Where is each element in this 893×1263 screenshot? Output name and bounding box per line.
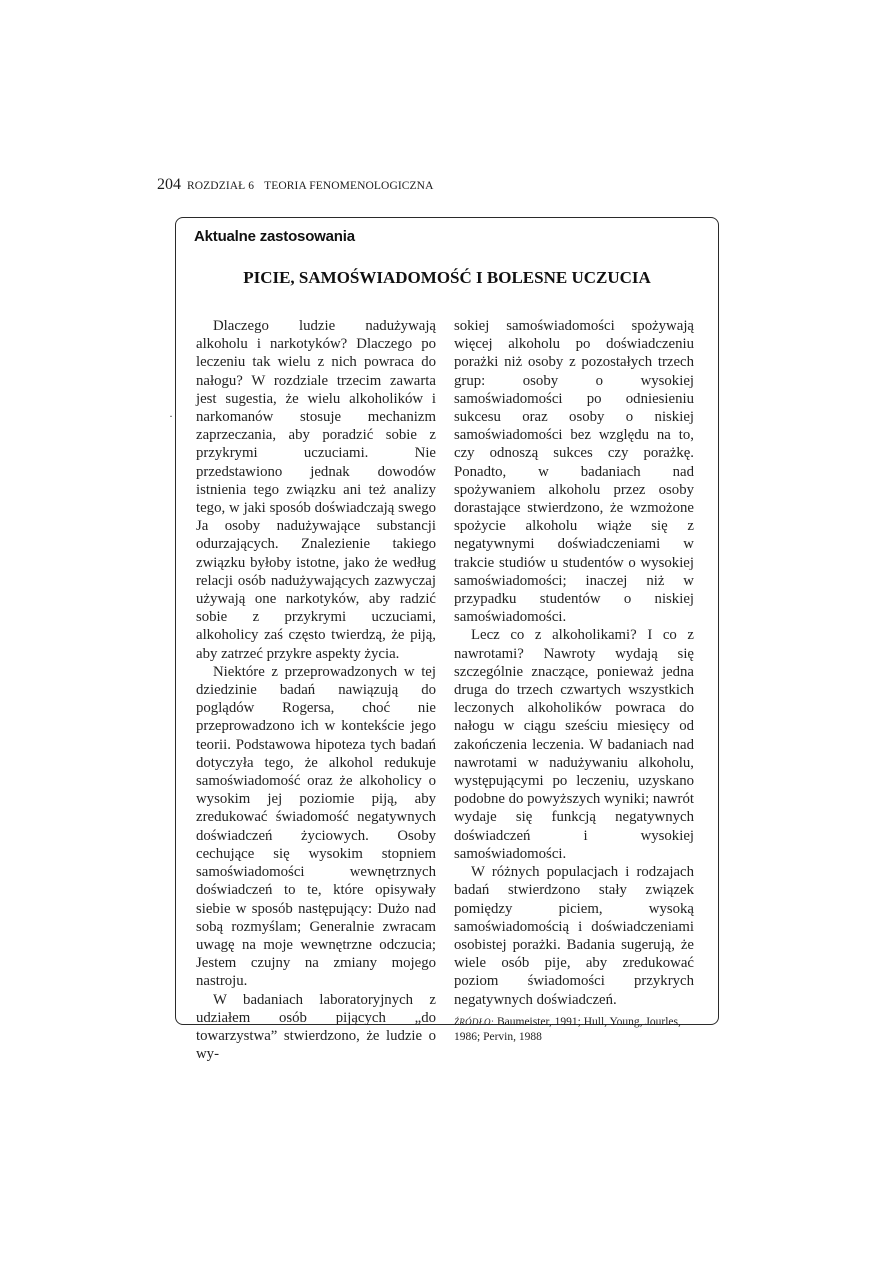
running-header (157, 176, 433, 194)
box-title: PICIE, SAMOŚWIADOMOŚĆ I BOLESNE UCZUCIA (243, 268, 651, 287)
paragraph: Lecz co z alkoholikami? I co z nawrotami? Nawroty wydają się szczególnie znaczące, ponieważ jedna druga do trzech czwartych wszystkich leczonych alkoholików powraca do nałogu w ciągu sześciu miesięcy od zakończenia leczenia. W badaniach nad nawrotami w nadużywaniu alkoholu, występującymi po leczeniu, uzyskano podobne do powyższych wyniki; nawrót wydaje się funkcją negatywnych doświadczeń i wysokiej samoświadomości. (454, 627, 694, 862)
left-column (196, 317, 436, 1063)
margin-mark: · (169, 409, 173, 423)
right-column (454, 317, 694, 1045)
source-text: Baumeister, 1991; Hull, Young, Jourles, 1986; Pervin, 1988 (454, 1015, 681, 1043)
sidebar-box (175, 217, 719, 1063)
page-number: 204 (157, 176, 181, 193)
chapter-title: TEORIA FENOMENOLOGICZNA (264, 180, 434, 192)
paragraph: sokiej samoświadomości spożywają więcej alkoholu po doświadczeniu porażki niż osoby z pozostałych trzech grup: osoby o wysokiej samoświadomości po odniesieniu sukcesu oraz osoby o niskiej samoświadomości bez względu na to, czy odnoszą sukces czy porażkę. Ponadto, w badaniach nad spożywaniem alkoholu przez osoby dorastające stwierdzono, że wzmożone spożycie alkoholu wiąże się z negatywnymi doświadczeniami w trakcie studiów u studentów o wysokiej samoświadomości; inaczej niż w przypadku studentów o niskiej samoświadomości. (454, 318, 694, 626)
chapter-label: ROZDZIAŁ 6 (187, 180, 255, 192)
paragraph: Dlaczego ludzie nadużywają alkoholu i narkotyków? Dlaczego po leczeniu tak wielu z nich powraca do nałogu? W rozdziale trzecim zawarta jest sugestia, że wielu alkoholików i narkomanów stosuje mechanizm zaprzeczania, aby poradzić sobie z przykrymi uczuciami. Nie przedstawiono jednak dowodów istnienia tego związku ani też analizy tego, w jaki sposób doświadczają swego Ja osoby nadużywające substancji odurzających. Znalezienie takiego związku byłoby istotne, jako że według relacji osób nadużywających zazwyczaj używają one narkotyków, aby radzić sobie z przykrymi uczuciami, alkoholicy zaś często twierdzą, że piją, aby zatrzeć przykre aspekty życia. (196, 318, 436, 662)
source-label: ŹRÓDŁO: (454, 1016, 495, 1027)
paragraph: W różnych populacjach i rodzajach badań stwierdzono stały związek pomiędzy piciem, wysoką samoświadomością i doświadczeniami osobistej porażki. Badania sugerują, że wiele osób pije, aby zredukować poziom świadomości przykrych negatywnych doświadczeń. (454, 864, 694, 1008)
source-citation (454, 1015, 694, 1045)
box-label: Aktualne zastosowania (194, 228, 355, 245)
paragraph: Niektóre z przeprowadzonych w tej dziedzinie badań nawiązują do poglądów Rogersa, choć nie przeprowadzono ich w kontekście jego teorii. Podstawowa hipoteza tych badań dotyczyła tego, że alkohol redukuje samoświadomość oraz że alkoholicy o wysokim jej poziomie piją, aby zredukować świadomość negatywnych doświadczeń życiowych. Osoby cechujące się wysokim stopniem samoświadomości wewnętrznych doświadczeń to te, które opisywały siebie w sposób następujący: Dużo nad sobą rozmyślam; Generalnie zwracam uwagę na moje wewnętrzne odczucia; Jestem czujny na zmiany mojego nastroju. (196, 663, 436, 990)
paragraph: W badaniach laboratoryjnych z udziałem osób pijących „do towarzystwa” stwierdzono, że ludzie o wy- (196, 991, 436, 1063)
